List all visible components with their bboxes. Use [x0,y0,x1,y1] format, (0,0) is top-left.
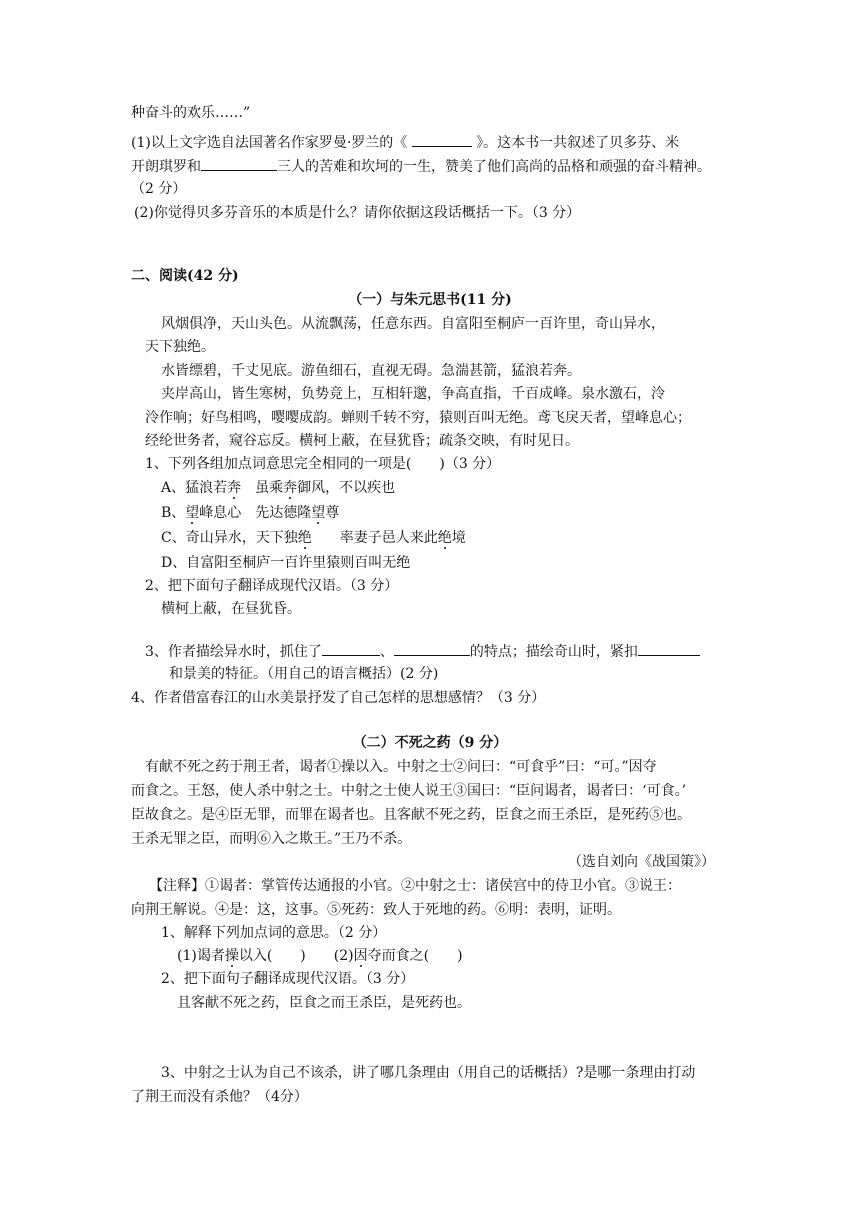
passage-line: 夹岸高山，皆生寒树，负势竞上，互相轩邈，争高直指，千百成峰。泉水激石，泠 [161,386,665,402]
dotted-word: 奔 [227,480,242,496]
question-text: 三人的苦难和坎坷的一生，赞美了他们高尚的品格和顽强的奋斗精神。 [277,159,711,175]
option-b[interactable] [161,503,339,523]
option-text: 虽乘 [241,480,284,496]
dotted-word: 操 [224,948,239,964]
option-text: 尊 [325,505,340,521]
option-text: C、奇山异水，天下独 [161,530,298,546]
passage-line: 而食之。王怒，使人杀中射之士。中射之士使人说王③国曰：“臣问谒者，谒者曰：‘可食。’ [131,783,687,799]
passage-line: 天下独绝。 [145,339,215,355]
question-1: 1、下列各组加点词意思完全相同的一项是( )（3 分） [145,456,501,472]
dotted-word: 绝 [437,530,452,546]
passage-line: 有献不死之药于荆王者，谒者①操以入。中射之士②问曰：“可食乎”曰：“可。”因夺 [145,759,657,775]
question-3-line [145,641,700,662]
passage-title: （二）不死之药（9 分） [352,735,508,751]
question-text: 以入( ) (2) [238,948,354,964]
question-text: 的特点；描绘奇山时，紧扣 [469,644,638,660]
question-text: 开朗琪罗和 [131,159,201,175]
passage-line: 水皆缥碧，千丈见底。游鱼细石，直视无碍。急湍甚箭，猛浪若奔。 [161,363,581,379]
question-3-line: 3、中射之士认为自己不该杀，讲了哪几条理由（用自己的话概括）?是哪一条理由打动 [161,1065,696,1081]
option-text: 境 [451,530,466,546]
section-heading: 二、阅读(42 分) [131,268,239,284]
option-text: 率妻子邑人来此 [311,530,438,546]
passage-title: （一）与朱元思书(11 分) [348,292,512,308]
option-c[interactable] [161,528,466,548]
annotation-line: 向荆王解说。④是：这，这事。⑤死药：致人于死地的药。⑥明：表明，证明。 [131,902,621,918]
question-text: (1)谒者 [177,948,225,964]
source-citation: （选自刘向《战国策》） [568,854,715,870]
question-text: (1)以上文字选自法国著名作家罗曼·罗兰的《 [131,135,408,151]
question-1: 1、解释下列加点词的意思。（2 分） [161,925,387,941]
dotted-word: 望 [185,505,200,521]
question-text: 、 [379,644,394,660]
option-text: 御风，不以疾也 [297,480,396,496]
question-2: (2)你觉得贝多芬音乐的本质是什么？请你依据这段话概括一下。（3 分） [134,205,581,221]
answer-blank[interactable] [201,156,277,171]
answer-blank[interactable] [394,641,470,656]
passage-line: 泠作响；好鸟相鸣，嘤嘤成韵。蝉则千转不穷，猿则百叫无绝。鸢飞戾天者，望峰息心； [145,410,691,426]
answer-blank[interactable] [638,641,700,656]
translate-sentence: 横柯上蔽，在昼犹昏。 [161,601,301,617]
annotation-line: 【注释】①谒者：掌管传达通报的小官。②中射之士：诸侯宫中的侍卫小官。③说王： [149,878,681,894]
translate-sentence: 且客献不死之药，臣食之而王杀臣，是死药也。 [177,995,471,1011]
option-d[interactable]: D、自富阳至桐庐一百许里猿则百叫无绝 [161,555,411,571]
question-1-line [131,132,679,153]
question-text: 3、作者描绘异水时，抓住了 [145,644,322,660]
question-text: 夺而食之( ) [367,948,463,964]
text-line: 种奋斗的欢乐……” [131,105,251,121]
question-text: 》。这本书一共叙述了贝多芬、米 [476,135,680,151]
question-4: 4、作者借富春江的山水美景抒发了自己怎样的思想感情？（3 分） [131,690,546,706]
answer-blank[interactable] [322,641,380,656]
question-2: 2、把下面句子翻译成现代汉语。（3 分） [161,971,415,987]
dotted-word: 绝 [297,530,312,546]
question-3-line: 和景美的特征。（用自己的语言概括）(2 分) [169,666,439,682]
answer-blank[interactable] [412,132,472,147]
question-1-line [131,156,711,177]
dotted-word: 望 [311,505,326,521]
dotted-word: 奔 [283,480,298,496]
question-3-line: 了荆王而没有杀他？（4分） [131,1089,308,1105]
option-text: B、 [161,505,186,521]
passage-line: 经纶世务者，窥谷忘反。横柯上蔽，在昼犹昏；疏条交映，有时见日。 [145,433,579,449]
passage-line: 王杀无罪之臣，而明⑥入之欺王。”王乃不杀。 [131,831,412,847]
passage-line: 风烟俱净，天山头色。从流飘荡，任意东西。自富阳至桐庐一百许里，奇山异水， [161,316,665,332]
passage-line: 臣故食之。是④臣无罪，而罪在谒者也。且客献不死之药，臣食之而王杀臣，是死药⑤也。 [131,807,691,823]
option-a[interactable] [161,478,395,498]
dotted-word: 因 [353,948,368,964]
question-2: 2、把下面句子翻译成现代汉语。（3 分） [145,578,399,594]
score-note: （2 分） [131,181,187,197]
option-text: 峰息心 先达德隆 [199,505,312,521]
question-1-items [177,946,463,966]
option-text: A、猛浪若 [161,480,228,496]
